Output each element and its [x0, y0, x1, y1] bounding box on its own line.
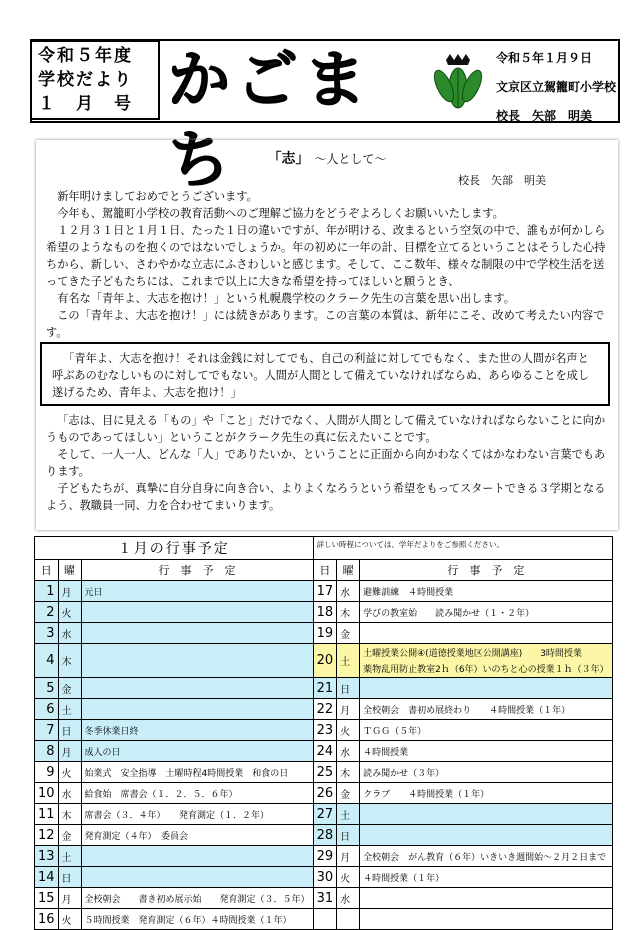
schedule-event-text: 避難訓練 ４時間授業	[363, 587, 454, 598]
schedule-day: 23	[313, 720, 337, 741]
schedule-event	[81, 678, 313, 699]
schedule-event	[360, 623, 612, 644]
schedule-day: 2	[35, 602, 59, 623]
schedule-row	[35, 825, 613, 846]
issue-line-title: 学校だより	[38, 70, 133, 90]
schedule-event	[81, 846, 313, 867]
schedule-weekday: 火	[337, 720, 360, 741]
schedule-event	[81, 720, 313, 741]
school-name: 文京区立駕籠町小学校	[496, 80, 617, 94]
paragraph: 「志は、目に見える「もの」や「こと」だけでなく、人間が人間として備えていなければならないことに向かうものであってほしい」ということがクラーク先生の真に伝えたいことです。	[46, 414, 606, 444]
schedule-weekday: 水	[58, 623, 81, 644]
schedule-title-cell	[35, 537, 314, 560]
schedule-weekday: 火	[337, 867, 360, 888]
quote-text: 「青年よ、大志を抱け！それは金銭に対してでも、自己の利益に対してでもなく、また世の人間が名声と呼ぶあのむなしいものに対してでもない。人間が人間として備えていなければならぬ、あらゆることを成し遂げるため、青年よ、大志を抱け！」	[52, 352, 590, 399]
schedule-weekday: 月	[58, 581, 81, 602]
schedule-event	[81, 623, 313, 644]
schedule-day: 19	[313, 623, 337, 644]
schedule-day: 26	[313, 783, 337, 804]
schedule-event-text: 全校朝会 書き初め展示始 発育測定（３．５年）	[84, 894, 310, 905]
schedule-row	[35, 602, 613, 623]
schedule-day	[313, 909, 337, 930]
schedule-day: 16	[35, 909, 59, 930]
schedule-event	[360, 909, 612, 930]
schedule-day: 17	[313, 581, 337, 602]
schedule-weekday: 月	[58, 888, 81, 909]
schedule-event	[81, 699, 313, 720]
schedule-row	[35, 783, 613, 804]
schedule-weekday: 水	[337, 741, 360, 762]
schedule-weekday: 日	[337, 678, 360, 699]
schedule-weekday: 火	[58, 602, 81, 623]
schedule-event-text: 冬季休業日終	[84, 726, 139, 737]
schedule-row	[35, 678, 613, 699]
schedule-event-text: ４時間授業（１年）	[363, 873, 445, 884]
schedule-event-text: 給食始 席書会（１．２．５．６年）	[84, 789, 238, 800]
schedule-event-text: 薬物乱用防止教室2ｈ（6年）いのちと心の授業１ｈ（３年）	[363, 665, 609, 675]
schedule-row	[35, 623, 613, 644]
schedule-event	[360, 678, 612, 699]
schedule-row	[35, 762, 613, 783]
schedule-row	[35, 909, 613, 930]
schedule-day: 24	[313, 741, 337, 762]
schedule-event	[360, 846, 612, 867]
schedule-event-text: 全校朝会 がん教育（６年）いきいき週間始～２月２日まで	[363, 852, 607, 863]
schedule-event	[81, 741, 313, 762]
schedule-weekday: 金	[58, 825, 81, 846]
schedule-event-text: 発育測定（４年） 委員会	[84, 831, 189, 842]
schedule-row	[35, 720, 613, 741]
schedule-event-text: 土曜授業公開④(道徳授業地区公開講座) 3時間授業	[363, 649, 582, 659]
schedule-event-text: ５時間授業 発育測定（６年）４時間授業（１年）	[84, 915, 292, 926]
schedule-event	[360, 699, 612, 720]
schedule-event-text: 席書会（３．４年） 発育測定（１．２年）	[84, 810, 270, 821]
schedule-event	[81, 762, 313, 783]
schedule-event	[81, 602, 313, 623]
schedule-event	[360, 783, 612, 804]
schedule-day: 29	[313, 846, 337, 867]
issue-line-year: 令和５年度	[38, 46, 133, 66]
article-closing	[46, 412, 611, 514]
schedule-row	[35, 867, 613, 888]
schedule-day: 27	[313, 804, 337, 825]
masthead-title: かごまち	[168, 43, 373, 196]
schedule-day: 25	[313, 762, 337, 783]
article-subtitle: ～人として～	[314, 152, 387, 166]
schedule-event	[81, 644, 313, 678]
schedule-weekday: 火	[58, 909, 81, 930]
schedule-event	[360, 644, 612, 678]
schedule-row	[35, 846, 613, 867]
schedule-weekday: 木	[337, 602, 360, 623]
schedule-weekday: 月	[58, 741, 81, 762]
paragraph: １２月３１日と１月１日、たった１日の違いですが、年が明ける、改まるという空気の中で、誰もが何かしら希望のようなものを抱くのではないでしょうか。年の初めに一年の計、目標を立てるということはそうした心持ちから、新しい、さわやかな立志にふさわしいと感じます。そして、ここ数年、様々な制限の中で学校生活を送ってきた子どもたちには、これまで以上に大きな希望を持ってほしいと願うとき、	[46, 224, 606, 288]
col-day: 日	[35, 560, 59, 581]
schedule-row	[35, 581, 613, 602]
schedule-weekday: 木	[58, 804, 81, 825]
schedule-day: 18	[313, 602, 337, 623]
schedule-event	[360, 867, 612, 888]
schedule-event-text: 元日	[84, 587, 103, 598]
schedule-event	[360, 581, 612, 602]
schedule-event	[360, 720, 612, 741]
schedule-day: 20	[313, 644, 337, 678]
schedule-weekday: 日	[58, 720, 81, 741]
issue-line-month: １ 月 号	[38, 94, 133, 114]
schedule-day: 10	[35, 783, 59, 804]
schedule-row	[35, 699, 613, 720]
paragraph: 有名な「青年よ、大志を抱け！」という札幌農学校のクラーク先生の言葉を思い出します。	[57, 292, 515, 305]
schedule-note: 詳しい時程については、学年だよりをご参照ください。	[316, 540, 504, 549]
schedule-weekday	[337, 909, 360, 930]
schedule-weekday: 土	[337, 804, 360, 825]
schedule-event-text: 読み聞かせ（３年）	[363, 768, 445, 779]
schedule-event	[360, 602, 612, 623]
schedule-row	[35, 888, 613, 909]
col-day: 日	[313, 560, 337, 581]
col-event: 行 事 予 定	[81, 560, 313, 581]
paragraph: 新年明けましておめでとうございます。	[57, 190, 258, 203]
schedule-event-text: ＴＧＧ（５年）	[363, 726, 427, 737]
schedule-day: 1	[35, 581, 59, 602]
schedule-day: 8	[35, 741, 59, 762]
article-title	[36, 148, 618, 168]
schedule-weekday: 日	[337, 825, 360, 846]
schedule-event-text: ４時間授業	[363, 747, 409, 758]
schedule-note-cell	[313, 537, 612, 560]
schedule-row	[35, 644, 613, 678]
issue-label	[30, 40, 160, 120]
schedule-event	[81, 783, 313, 804]
schedule-day: 15	[35, 888, 59, 909]
schedule-day: 14	[35, 867, 59, 888]
schedule-event-text: 全校朝会 書初め展終わり ４時間授業（１年）	[363, 705, 571, 716]
paragraph: そして、一人一人、どんな「人」でありたいか、ということに正面から向かわなくてはかなわない言葉でもあります。	[46, 448, 606, 478]
clark-quote	[40, 342, 610, 406]
schedule-day: 9	[35, 762, 59, 783]
col-week: 曜	[337, 560, 360, 581]
schedule-event	[81, 888, 313, 909]
schedule-day: 11	[35, 804, 59, 825]
schedule-weekday: 土	[58, 699, 81, 720]
schedule-weekday: 月	[337, 846, 360, 867]
schedule-event	[81, 825, 313, 846]
schedule-day: 5	[35, 678, 59, 699]
schedule-event	[81, 804, 313, 825]
schedule-weekday: 日	[58, 867, 81, 888]
schedule-weekday: 木	[337, 762, 360, 783]
schedule-table	[34, 536, 613, 930]
schedule-day: 4	[35, 644, 59, 678]
schedule-weekday: 水	[58, 783, 81, 804]
schedule-day: 6	[35, 699, 59, 720]
issue-date: 令和５年１月９日	[496, 51, 593, 65]
schedule-event	[360, 825, 612, 846]
schedule-day: 30	[313, 867, 337, 888]
schedule-event	[81, 867, 313, 888]
schedule-event-text: 成人の日	[84, 747, 121, 758]
schedule-weekday: 金	[337, 783, 360, 804]
schedule-day: 13	[35, 846, 59, 867]
schedule-day: 28	[313, 825, 337, 846]
schedule-weekday: 水	[337, 581, 360, 602]
schedule-day: 22	[313, 699, 337, 720]
schedule-event	[360, 741, 612, 762]
schedule-day: 31	[313, 888, 337, 909]
header-info	[496, 44, 621, 131]
paragraph: 今年も、駕籠町小学校の教育活動へのご理解ご協力をどうぞよろしくお願いいたします。	[57, 207, 504, 220]
schedule	[34, 536, 613, 930]
article-body	[46, 188, 611, 341]
schedule-weekday: 木	[58, 644, 81, 678]
schedule-weekday: 金	[58, 678, 81, 699]
schedule-title: １月の行事予定	[117, 541, 230, 557]
paragraph: 子どもたちが、真摯に自分自身に向き合い、よりよくなろうという希望をもってスタートできる３学期となるよう、教職員一同、力を合わせてまいります。	[46, 482, 606, 512]
article-byline: 校長 矢部 明美	[458, 174, 546, 187]
schedule-day: 3	[35, 623, 59, 644]
schedule-event	[360, 888, 612, 909]
schedule-event	[360, 804, 612, 825]
schedule-row	[35, 741, 613, 762]
schedule-weekday: 土	[58, 846, 81, 867]
schedule-row	[35, 804, 613, 825]
schedule-day: 7	[35, 720, 59, 741]
schedule-weekday: 金	[337, 623, 360, 644]
article-title-text: 「志」	[267, 151, 310, 167]
schedule-event	[81, 909, 313, 930]
schedule-weekday: 土	[337, 644, 360, 678]
schedule-event	[360, 762, 612, 783]
col-event: 行 事 予 定	[360, 560, 612, 581]
schedule-event-text: 始業式 安全指導 土曜時程4時間授業 和食の日	[84, 768, 289, 779]
schedule-event	[81, 581, 313, 602]
schedule-day: 21	[313, 678, 337, 699]
schedule-event-text: 学びの教室始 読み聞かせ（１・２年）	[363, 608, 535, 619]
schedule-day: 12	[35, 825, 59, 846]
schedule-event-text: クラブ ４時間授業（１年）	[363, 789, 490, 800]
paragraph: この「青年よ、大志を抱け！」には続きがあります。この言葉の本質は、新年にこそ、改めて考えたい内容です。	[46, 309, 605, 339]
principal-name: 校長 矢部 明美	[496, 109, 593, 123]
school-crest-icon	[426, 52, 490, 110]
schedule-weekday: 月	[337, 699, 360, 720]
schedule-weekday: 火	[58, 762, 81, 783]
schedule-weekday: 水	[337, 888, 360, 909]
col-week: 曜	[58, 560, 81, 581]
